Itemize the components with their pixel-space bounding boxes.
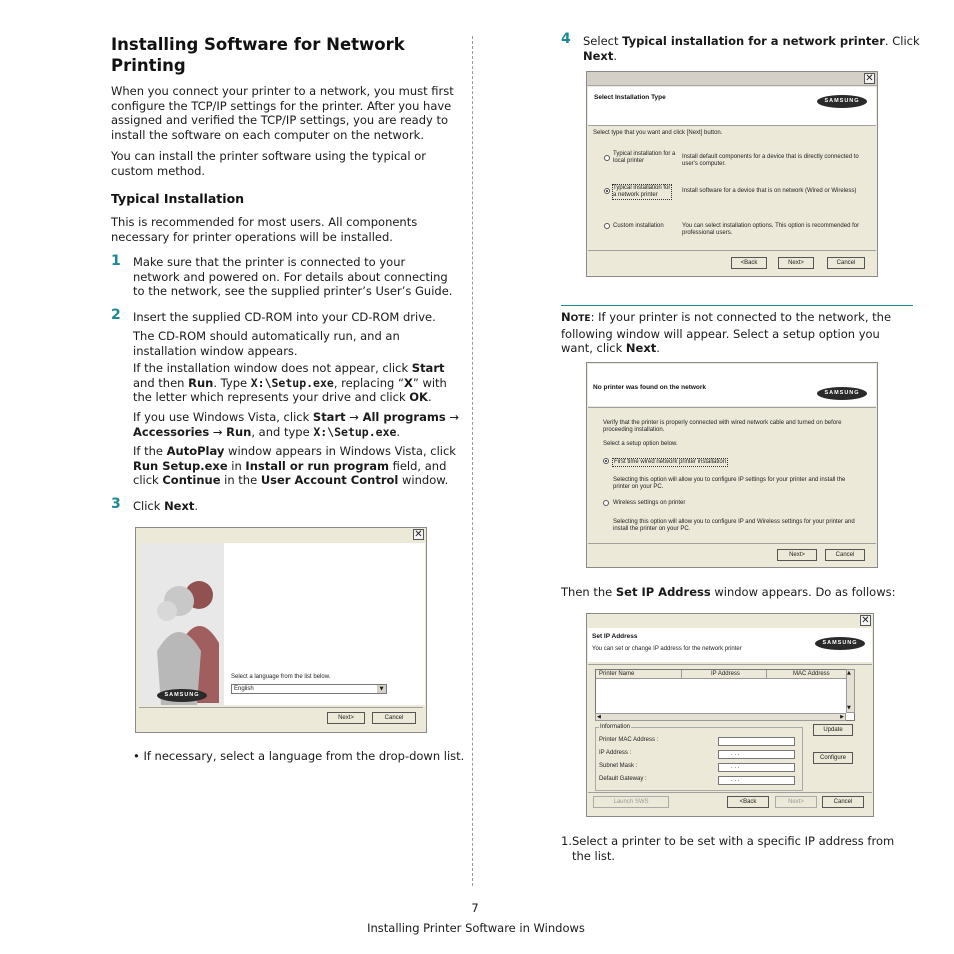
vertical-scrollbar[interactable] [846,669,855,713]
step-2-paragraph-1: The CD-ROM should automatically run, and an installation window appears. [133,329,400,358]
typical-installation-heading: Typical Installation [111,191,245,206]
radio-wireless-settings[interactable] [603,500,609,506]
instruction-text: Select type that you want and click [Next] button. [593,130,723,136]
language-select[interactable] [231,684,387,694]
select-text: Select a setup option below. [603,441,678,447]
gateway-label: Default Gateway : [599,776,647,782]
no-printer-dialog [586,362,878,568]
next-button[interactable]: Next> [327,712,365,724]
next-button[interactable]: Next> [778,257,814,269]
samsung-logo: SAMSUNG [815,637,865,650]
cancel-button[interactable]: Cancel [372,712,416,724]
language-dialog [135,527,427,733]
column-ip-address[interactable]: IP Address [711,671,740,677]
update-button[interactable]: Update [813,724,853,736]
next-button[interactable]: Next> [777,549,817,561]
close-icon[interactable]: ✕ [861,615,870,626]
typical-description: This is recommended for most users. All components necessary for printer operations will be installed. [111,215,418,244]
option-first-time-label: First time wired network printer installation [614,459,727,465]
step-1-text: Make sure that the printer is connected to your network and powered on. For details about connecting to the network, see the supplied printer’s User’s Guide. [133,255,453,299]
dialog-header [588,628,872,662]
horizontal-scrollbar[interactable] [595,713,846,721]
option-custom-label: Custom installation [613,223,664,229]
option-typical-network-label: Typical installation for a network printer [613,185,671,198]
configure-button[interactable]: Configure [813,752,853,764]
language-prompt: Select a language from the list below. [231,674,331,680]
samsung-logo: SAMSUNG [157,689,207,702]
radio-typical-local[interactable] [604,155,610,161]
column-divider [472,36,473,886]
dialog-header [588,87,876,125]
radio-first-time-wired[interactable] [603,458,609,464]
intro-paragraph-1: When you connect your printer to a network, you must first configure the TCP/IP settings for the printer. After you have assigned and verified the TCP/IP settings, you are ready to install the software on each computer on the network. [111,84,454,142]
back-button[interactable]: <Back [731,257,767,269]
ip-address-field[interactable]: . . . [718,750,795,759]
step-3-number: 3 [111,496,121,512]
option-custom-desc: You can select installation options. This option is recommended for professional users. [682,223,860,236]
back-button[interactable]: <Back [727,796,769,808]
subnet-mask-field[interactable]: . . . [718,763,795,772]
option-wireless-label: Wireless settings on printer [613,500,686,506]
close-icon[interactable]: ✕ [414,529,423,540]
dialog-title: No printer was found on the network [593,384,707,391]
step-4-text: Select Typical installation for a network printer. Click Next. [583,34,920,63]
option-typical-local-desc: Install default components for a device that is directly connected to user's computer. [682,154,859,167]
subnet-label: Subnet Mask : [599,763,638,769]
step-3-text: Click Next. [133,499,199,513]
intro-paragraph-2: You can install the printer software using the typical or custom method. [111,149,426,178]
people-illustration-icon [139,543,224,705]
step-1-number: 1 [111,253,121,269]
step-2-paragraph-3: If you use Windows Vista, click Start → All programs → Accessories → Run, and type X:\Setup.exe. [133,410,459,439]
list-item-1: 1.Select a printer to be set with a specific IP address from the list. [561,834,895,863]
note-rule [561,305,913,306]
launch-sws-button[interactable]: Launch SWS [593,796,669,808]
column-mac-address[interactable]: MAC Address [793,671,830,677]
chevron-down-icon[interactable]: ▼ [377,685,386,693]
step-2-paragraph-2: If the installation window does not appear, click Start and then Run. Type X:\Setup.exe, replacing “X” with the letter which represents your drive and click OK. [133,361,447,405]
cancel-button[interactable]: Cancel [827,257,865,269]
install-graphic [139,543,224,705]
dialog-header [588,364,876,406]
installation-type-dialog [586,71,878,277]
page-number: 7 [471,901,479,915]
option-wireless-desc: Selecting this option will allow you to configure IP and Wireless settings for your printer and install the printer on your PC. [613,519,855,532]
step-2-text: Insert the supplied CD-ROM into your CD-ROM drive. [133,310,436,324]
step-2-paragraph-4: If the AutoPlay window appears in Windows Vista, click Run Setup.exe in Install or run program field, and click Continue in the User Account Control window. [133,444,456,488]
option-first-time-desc: Selecting this option will allow you to configure IP settings for your printer and install the printer on your PC. [613,477,846,490]
option-typical-local-label: Typical installation for a local printer [613,151,676,164]
dialog-title: Select Installation Type [594,94,666,101]
default-gateway-field[interactable]: . . . [718,776,795,785]
cancel-button[interactable]: Cancel [825,549,865,561]
option-typical-network-desc: Install software for a device that is on network (Wired or Wireless) [682,188,857,194]
samsung-logo: SAMSUNG [817,387,867,400]
then-text: Then the Set IP Address window appears. Do as follows: [561,585,896,599]
dialog-title: Set IP Address [592,633,638,640]
language-select-value: English [234,686,254,692]
ip-label: IP Address : [599,750,632,756]
mac-label: Printer MAC Address : [599,737,659,743]
samsung-logo: SAMSUNG [817,95,867,108]
chevron-down-icon[interactable]: ▼ [847,705,851,711]
column-printer-name[interactable]: Printer Name [599,671,635,677]
table-header [596,670,854,679]
language-panel [224,543,425,705]
close-icon[interactable]: ✕ [865,73,874,84]
chevron-left-icon[interactable]: ◀ [597,714,601,720]
information-group [595,724,803,791]
mac-address-field[interactable] [718,737,795,746]
radio-typical-network[interactable] [604,188,610,194]
verify-text: Verify that the printer is properly connected with wired network cable and turned on before proceeding installation. [603,420,842,433]
footer-section-title: Installing Printer Software in Windows [367,921,585,935]
step-2-number: 2 [111,307,121,323]
language-bullet: • If necessary, select a language from the drop-down list. [133,749,465,763]
information-label: Information [600,724,631,730]
set-ip-dialog [586,613,874,817]
next-button[interactable]: Next> [775,796,817,808]
dialog-subtitle: You can set or change IP address for the network printer [592,646,742,652]
cancel-button[interactable]: Cancel [822,796,864,808]
note-text: NOTE: If your printer is not connected to the network, the following window will appear. Select a setup option you want, click Next. [561,310,892,356]
chevron-right-icon[interactable]: ▶ [840,714,844,720]
radio-custom[interactable] [604,223,610,229]
page-heading: Installing Software for Network Printing [111,35,405,75]
chevron-up-icon[interactable]: ▲ [847,670,851,676]
step-4-number: 4 [561,31,571,47]
